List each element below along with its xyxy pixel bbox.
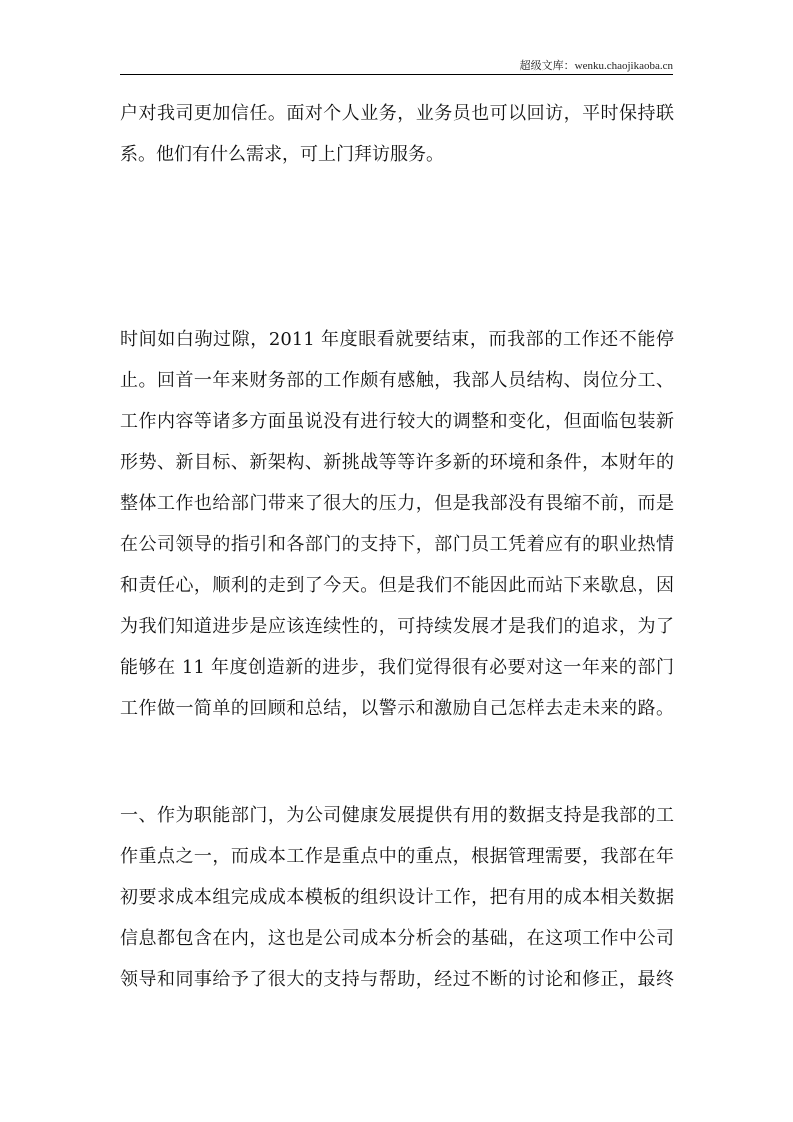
paragraph-1 — [120, 93, 674, 175]
text-line: 为我们知道进步是应该连续性的，可持续发展才是我们的追求，为了 — [120, 616, 674, 637]
text-line: 工作内容等诸多方面虽说没有进行较大的调整和变化，但面临包装新 — [120, 411, 674, 432]
text-line: 信息都包含在内，这也是公司成本分析会的基础，在这项工作中公司 — [120, 928, 674, 949]
text-line: 户对我司更加信任。面对个人业务，业务员也可以回访，平时保持联 — [120, 103, 674, 124]
text-line: 系。他们有什么需求，可上门拜访服务。 — [120, 144, 444, 165]
text-line: 整体工作也给部门带来了很大的压力，但是我部没有畏缩不前，而是 — [120, 493, 674, 514]
page-header-site: 超级文库：wenku.chaojikaoba.cn — [519, 60, 673, 72]
text-line: 在公司领导的指引和各部门的支持下，部门员工凭着应有的职业热情 — [120, 534, 674, 555]
text-line: 一、作为职能部门，为公司健康发展提供有用的数据支持是我部的工 — [120, 805, 674, 826]
paragraph-2 — [120, 319, 674, 729]
text-line: 作重点之一，而成本工作是重点中的重点，根据管理需要，我部在年 — [120, 846, 674, 867]
text-line: 初要求成本组完成成本模板的组织设计工作，把有用的成本相关数据 — [120, 887, 674, 908]
text-line: 止。回首一年来财务部的工作颇有感触，我部人员结构、岗位分工、 — [120, 370, 674, 391]
text-line: 领导和同事给予了很大的支持与帮助，经过不断的讨论和修正，最终 — [120, 969, 674, 990]
text-line: 能够在 11 年度创造新的进步，我们觉得很有必要对这一年来的部门 — [120, 657, 674, 678]
text-line: 形势、新目标、新架构、新挑战等等许多新的环境和条件，本财年的 — [120, 452, 674, 473]
text-line: 和责任心，顺利的走到了今天。但是我们不能因此而站下来歇息，因 — [120, 575, 674, 596]
paragraph-3 — [120, 795, 674, 1000]
text-line: 时间如白驹过隙，2011 年度眼看就要结束，而我部的工作还不能停 — [120, 329, 674, 350]
text-line: 工作做一简单的回顾和总结，以警示和激励自己怎样去走未来的路。 — [120, 698, 674, 719]
header-rule — [120, 74, 673, 75]
